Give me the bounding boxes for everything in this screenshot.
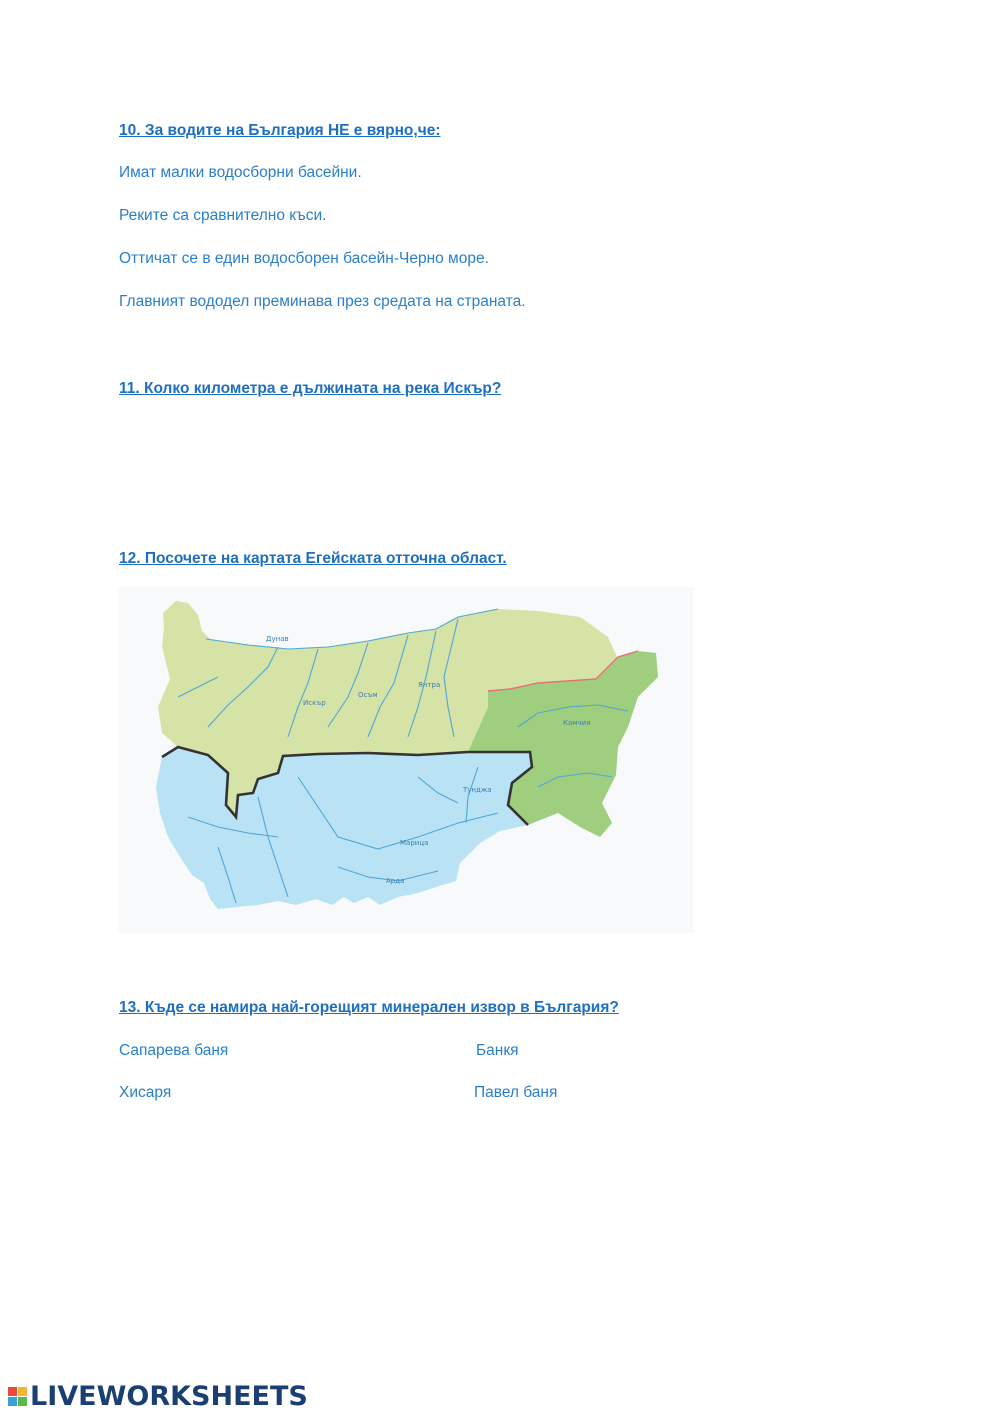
label-iskar: Искър <box>303 699 326 707</box>
q10-option-2[interactable]: Реките са сравнително къси. <box>119 207 327 224</box>
q10-option-3[interactable]: Оттичат се в един водосборен басейн-Черно море. <box>119 250 489 267</box>
question-11-title: 11. Колко километра е дължината на река Искър? <box>119 380 502 397</box>
question-10-title: 10. За водите на България НЕ е вярно,че: <box>119 122 441 139</box>
logo-cube-icon <box>8 1387 27 1406</box>
bulgaria-drainage-map[interactable] <box>118 587 694 933</box>
q13-option-4[interactable]: Павел баня <box>474 1084 558 1101</box>
label-maritsa: Марица <box>400 839 429 847</box>
label-danube: Дунав <box>266 635 289 643</box>
label-tundzha: Тунджа <box>463 786 492 794</box>
question-12-title: 12. Посочете на картата Егейската отточна област. <box>119 550 507 567</box>
label-kamchia: Камчия <box>563 719 591 727</box>
label-yantra: Янтра <box>418 681 441 689</box>
q13-option-2[interactable]: Банкя <box>476 1042 519 1059</box>
question-13-title: 13. Къде се намира най-горещият минерален извор в България? <box>119 999 619 1016</box>
label-arda: Арда <box>386 877 405 885</box>
brand-text: LIVEWORKSHEETS <box>30 1380 308 1412</box>
q13-option-1[interactable]: Сапарева баня <box>119 1042 229 1059</box>
q10-option-1[interactable]: Имат малки водосборни басейни. <box>119 164 362 181</box>
q13-option-3[interactable]: Хисаря <box>119 1084 172 1101</box>
liveworksheets-logo <box>8 1380 308 1412</box>
q10-option-4[interactable]: Главният вододел преминава през средата на страната. <box>119 293 526 310</box>
label-osam: Осъм <box>358 691 378 699</box>
